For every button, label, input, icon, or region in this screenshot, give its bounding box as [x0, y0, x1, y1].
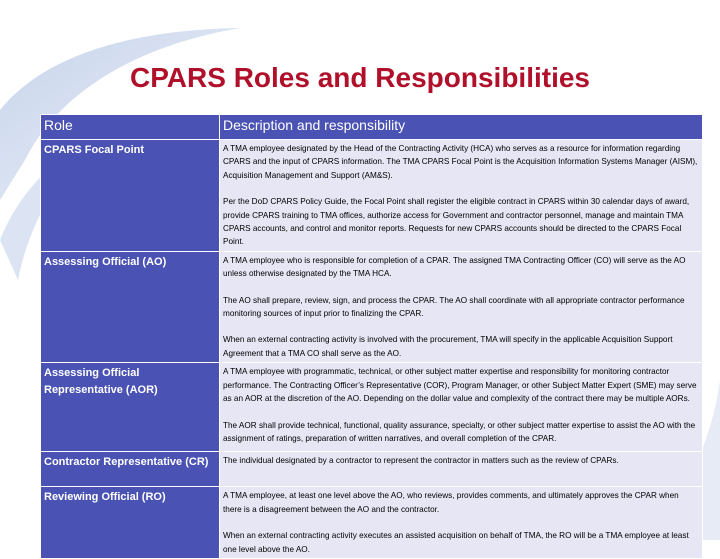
description-paragraph: Per the DoD CPARS Policy Guide, the Focal Point shall register the eligible contract in CPARS within 30 calendar days of award, provide CPARS training to TMA offices, authorize access for Government and contractor personnel, manage and maintain TMA CPARS accounts, and control and monitor reports. Requests for new CPARS accounts should be directed to the CPARS Focal Point.	[223, 197, 690, 247]
table-row	[41, 140, 703, 252]
description-cell	[220, 251, 703, 362]
role-cell: CPARS Focal Point	[41, 140, 220, 252]
column-header-role: Role	[41, 115, 220, 140]
description-paragraph: A TMA employee who is responsible for completion of a CPAR. The assigned TMA Contracting Officer (CO) will serve as the AO unless otherwise designated by the TMA HCA.	[223, 255, 686, 279]
description-cell	[220, 487, 703, 559]
description-paragraph: A TMA employee with programmatic, technical, or other subject matter expertise and responsibility for monitoring contractor performance. The Contracting Officer’s Representative (COR), Program Manager, or other Subject Matter Expert (SME) may serve as an AOR at the discretion of the AO. Depending on the dollar value and complexity of the contract there may be multiple AORs.	[223, 367, 697, 404]
description-paragraph: The individual designated by a contractor to represent the contractor in matters such as the review of CPARs.	[223, 456, 619, 466]
description-paragraph: The AO shall prepare, review, sign, and process the CPAR. The AO shall coordinate with all appropriate contractor performance monitoring sources of input prior to finalizing the CPAR.	[223, 295, 685, 319]
page-title: CPARS Roles and Responsibilities	[129, 62, 591, 93]
table-row	[41, 452, 703, 487]
role-cell: Assessing Official (AO)	[41, 251, 220, 362]
table-row	[41, 363, 703, 452]
description-cell	[220, 452, 703, 487]
description-paragraph: A TMA employee designated by the Head of the Contracting Activity (HCA) who serves as a resource for information regarding CPARS and the input of CPARS information. The TMA CPARS Focal Point is the Acquisition Information Systems Manager (AISM), Acquisition Management and Support (AM&S).	[223, 144, 698, 180]
column-header-description: Description and responsibility	[220, 115, 703, 140]
description-paragraph: A TMA employee, at least one level above the AO, who reviews, provides comments, and ultimately approves the CPAR when there is a disagreement between the AO and the contractor.	[223, 491, 679, 514]
table-header-row	[41, 115, 703, 140]
description-cell	[220, 363, 703, 452]
role-cell: Contractor Representative (CR)	[41, 452, 220, 487]
description-paragraph: When an external contracting activity is involved with the procurement, TMA will specify in the applicable Acquisition Support Agreement that a TMA CO shall serve as the AO.	[223, 335, 673, 358]
table-row	[41, 487, 703, 559]
table-row	[41, 251, 703, 362]
role-cell: Assessing Official Representative (AOR)	[41, 363, 220, 452]
roles-table-container	[40, 114, 702, 559]
roles-table	[40, 114, 703, 559]
description-cell	[220, 140, 703, 252]
description-paragraph: When an external contracting activity executes an assisted acquisition on behalf of TMA, the RO will be a TMA employee at least one level above the AO.	[223, 531, 689, 554]
description-paragraph: The AOR shall provide technical, functional, quality assurance, specialty, or other subject matter expertise to assist the AO with the assignment of ratings, preparation of written narratives, and overall completion of the CPAR.	[223, 420, 696, 443]
role-cell: Reviewing Official (RO)	[41, 487, 220, 559]
